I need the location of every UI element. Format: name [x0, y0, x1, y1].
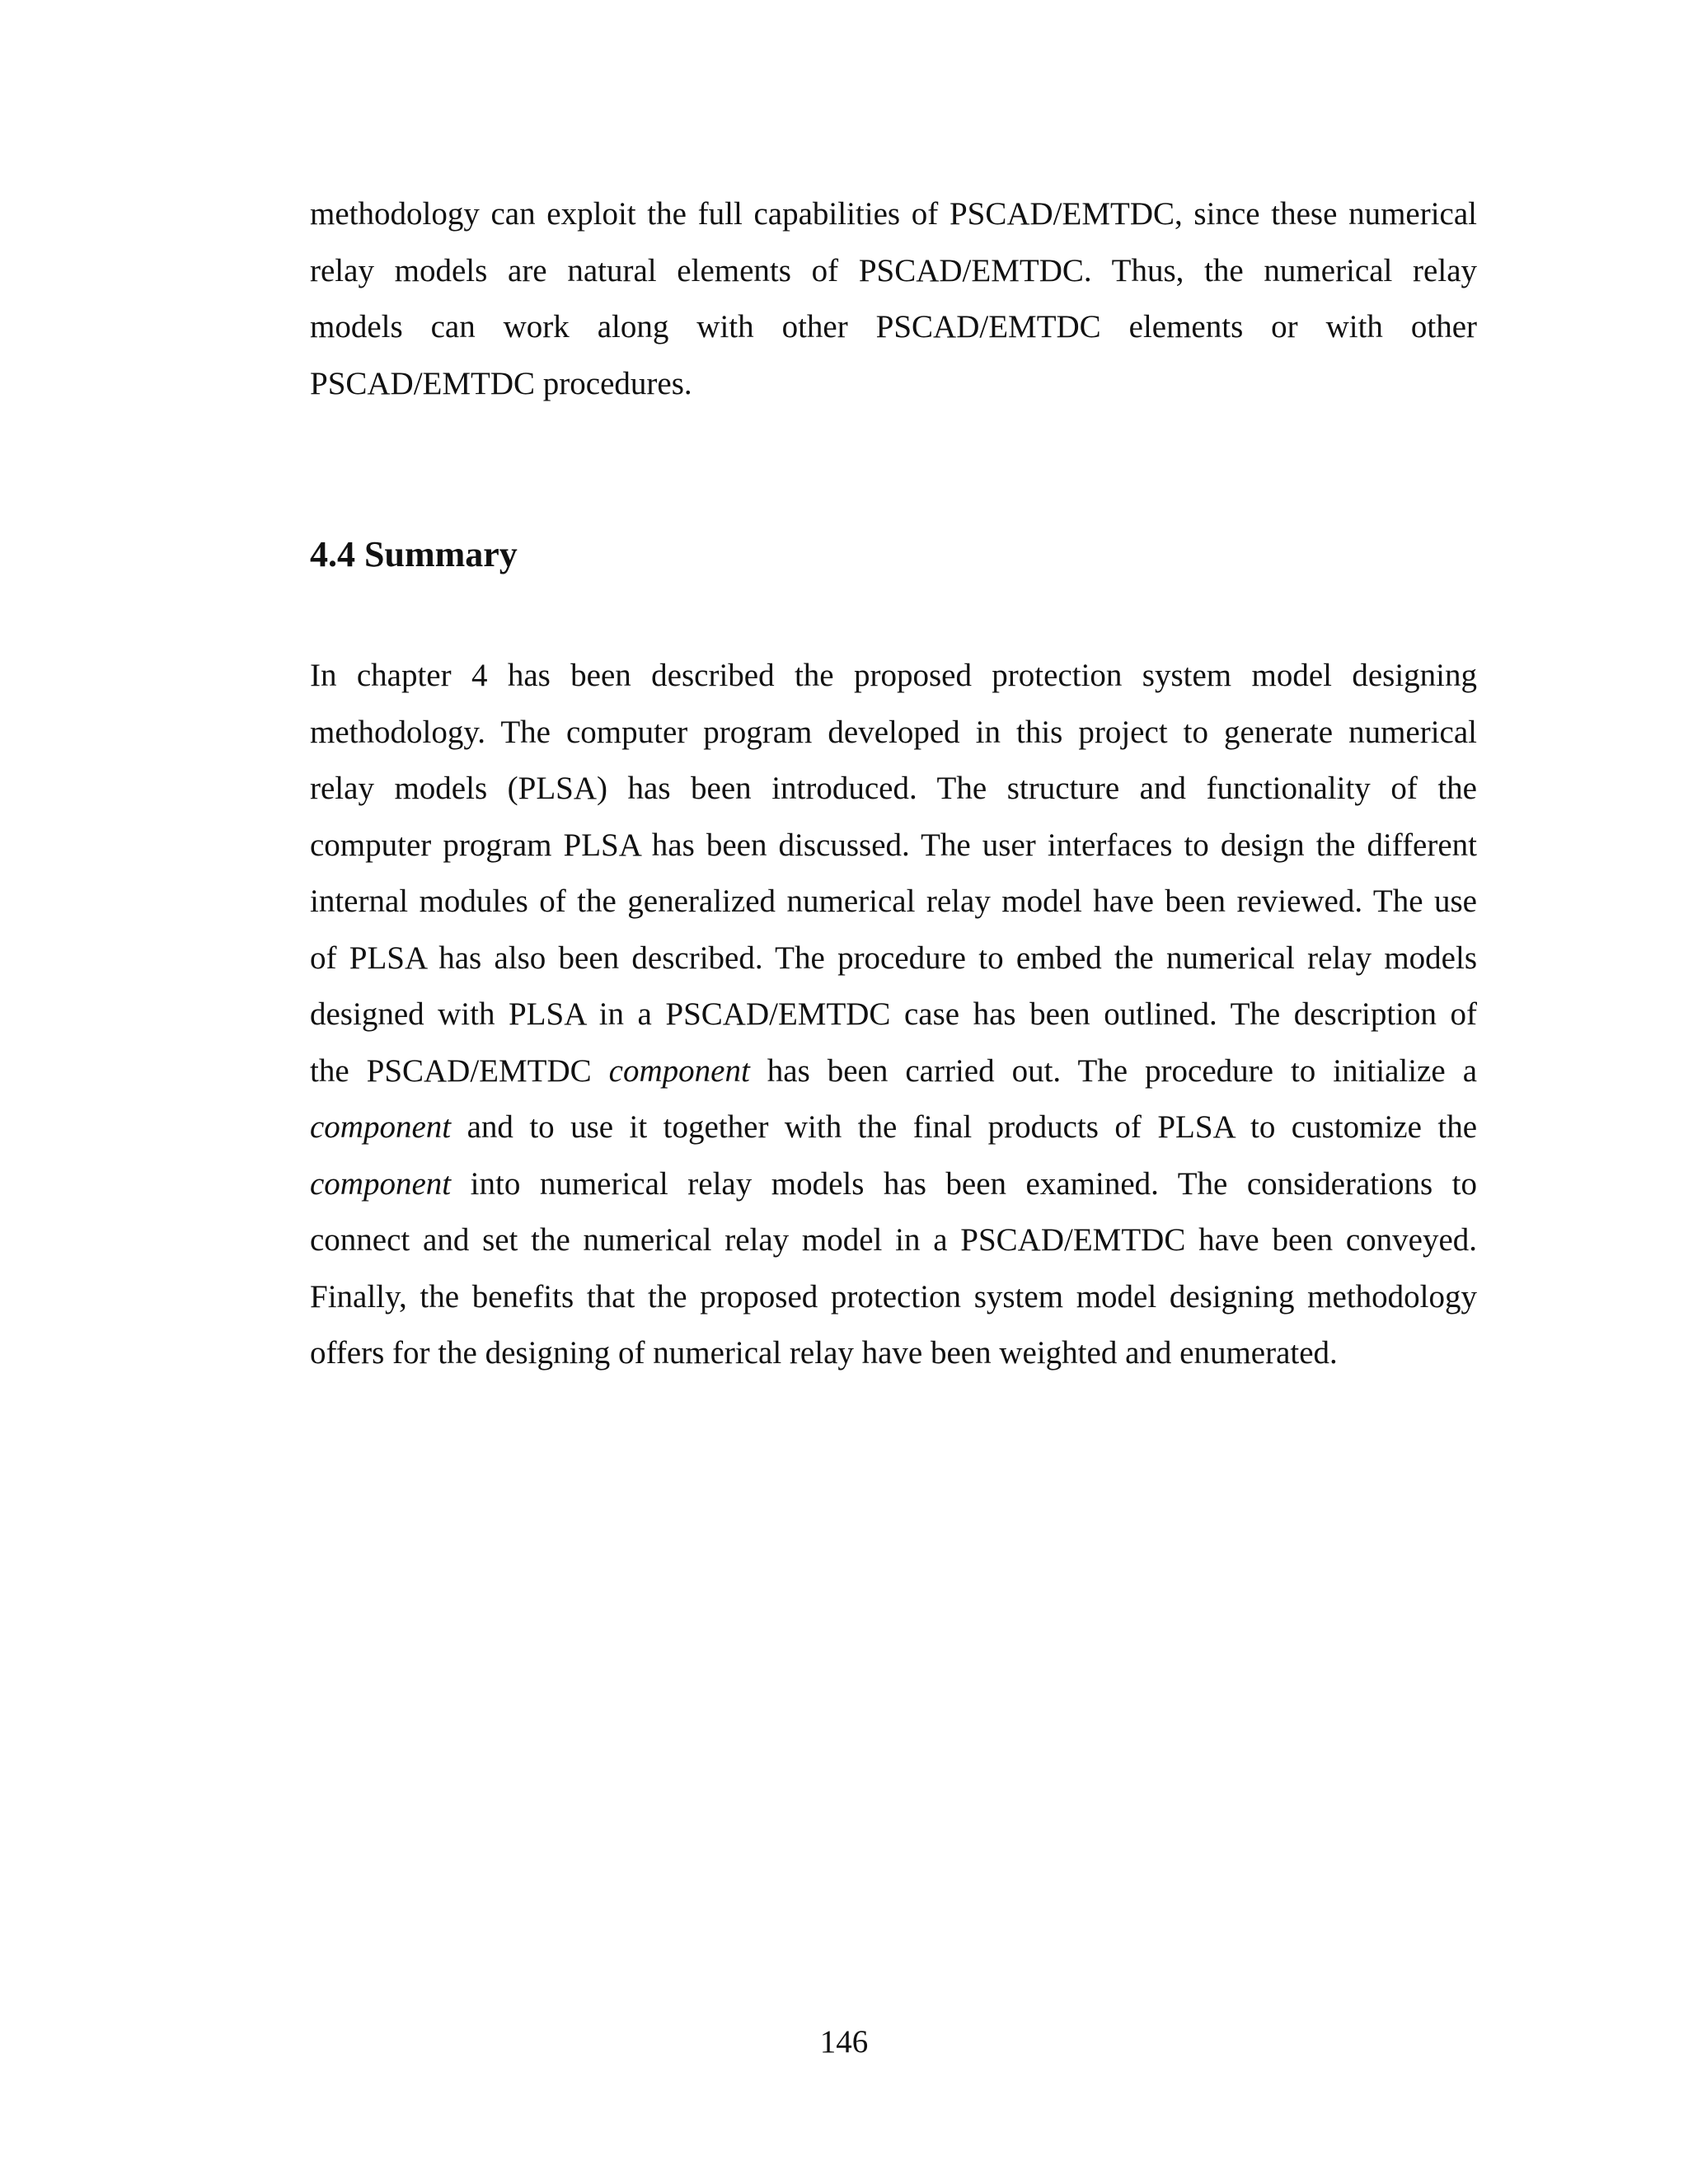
text-line: offers for the designing of numerical relay have been weighted and enumerated. [310, 1335, 1338, 1371]
text-line: models can work along with other PSCAD/EMTDC elements or with other [310, 309, 1477, 344]
text-line: designed with PLSA in a PSCAD/EMTDC case has been outlined. The description of [310, 996, 1477, 1032]
text-line: of PLSA has also been described. The procedure to embed the numerical relay models [310, 940, 1477, 976]
paragraph-continuation [310, 186, 1477, 412]
text-line: methodology. The computer program developed in this project to generate numerical [310, 714, 1477, 750]
text-line: Finally, the benefits that the proposed protection system model designing methodology [310, 1278, 1477, 1315]
summary-paragraph [310, 648, 1477, 1382]
text-line: internal modules of the generalized numerical relay model have been reviewed. The use [310, 883, 1477, 919]
text-line: In chapter 4 has been described the proposed protection system model designing [310, 658, 1477, 693]
text-line [310, 1099, 1477, 1156]
text-line: connect and set the numerical relay model in a PSCAD/EMTDC have been conveyed. [310, 1222, 1477, 1258]
page-number: 146 [819, 2024, 869, 2060]
section-heading: 4.4 Summary [310, 534, 518, 574]
text-segment: and to use it together with the final products of PLSA to customize the [451, 1109, 1477, 1145]
text-segment: the PSCAD/EMTDC [310, 1052, 609, 1089]
text-line: relay models (PLSA) has been introduced. The structure and functionality of the [310, 771, 1477, 806]
text-line: relay models are natural elements of PSCAD/EMTDC. Thus, the numerical relay [310, 252, 1477, 288]
text-line: PSCAD/EMTDC procedures. [310, 365, 692, 401]
italic-term: component [608, 1052, 750, 1089]
text-line [310, 1156, 1477, 1213]
text-line: methodology can exploit the full capabilities of PSCAD/EMTDC, since these numerical [310, 196, 1477, 232]
text-line: computer program PLSA has been discussed. The user interfaces to design the different [310, 827, 1477, 863]
italic-term: component [310, 1109, 452, 1145]
italic-term: component [310, 1165, 452, 1202]
text-segment: has been carried out. The procedure to initialize a [749, 1052, 1477, 1089]
text-line [310, 1043, 1477, 1100]
text-segment: into numerical relay models has been examined. The considerations to [451, 1165, 1477, 1202]
